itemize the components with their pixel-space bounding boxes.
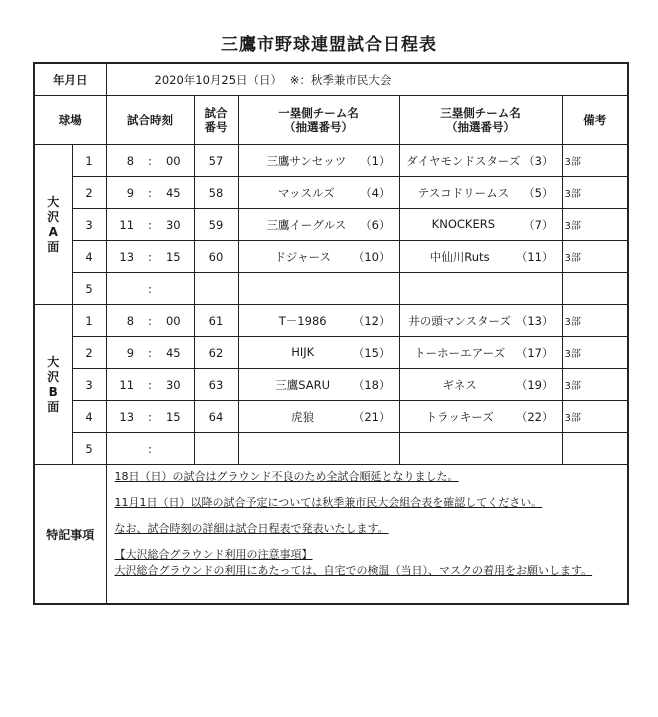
field-name-char: B (48, 384, 58, 399)
first-base-team (238, 433, 399, 465)
draw-number: （17） (515, 345, 554, 360)
time-hour: 8 (126, 313, 135, 328)
draw-number: （12） (352, 313, 391, 328)
field-name-char: 大 (47, 354, 60, 369)
notes-row (34, 465, 628, 605)
game-number: 63 (194, 369, 238, 401)
time-minute: 00 (165, 153, 181, 168)
draw-number: （18） (352, 377, 391, 392)
note-line: 18日（日）の試合はグラウンド不良のため全試合順延となりました。 (114, 470, 459, 483)
time-hour: 9 (126, 345, 135, 360)
schedule-table (33, 62, 629, 605)
note-line: 11月1日（日）以降の試合予定については秋季兼市民大会組合表を確認してください。 (114, 496, 543, 509)
team-name: 三鷹サンセッツ (266, 153, 347, 168)
header-time: 試合時刻 (106, 96, 194, 145)
game-time (106, 145, 194, 177)
field-name-char: 面 (47, 399, 60, 414)
game-time (106, 241, 194, 273)
header-remarks: 備考 (562, 96, 628, 145)
draw-number: （3） (523, 153, 554, 168)
third-base-team (399, 305, 562, 337)
game-number (194, 433, 238, 465)
draw-number: （5） (523, 185, 554, 200)
table-row (34, 241, 628, 273)
game-time (106, 401, 194, 433)
table-row (34, 433, 628, 465)
draw-number: （7） (523, 217, 554, 232)
field-name-char: 沢 (47, 209, 60, 224)
date-cell (106, 63, 628, 96)
third-base-team (399, 241, 562, 273)
draw-number: （22） (515, 409, 554, 424)
team-name: ドジャース (274, 249, 332, 264)
first-base-team (238, 177, 399, 209)
game-index: 3 (72, 209, 106, 241)
header-first-base-line2: （抽選番号） (284, 120, 353, 134)
notes-body (106, 465, 628, 605)
time-hour: 13 (119, 249, 135, 264)
game-time (106, 337, 194, 369)
team-name: トーホーエアーズ (414, 345, 506, 360)
date-label: 年月日 (34, 63, 106, 96)
date-value: 2020年10月25日（日） (154, 72, 283, 87)
note-line: なお、試合時刻の詳細は試合日程表で発表いたします。 (114, 522, 389, 535)
remarks-cell: 3部 (562, 305, 628, 337)
time-minute: 15 (165, 409, 181, 424)
team-name: HIJK (291, 344, 315, 359)
remarks-cell: 3部 (562, 401, 628, 433)
third-base-team (399, 369, 562, 401)
game-time (106, 369, 194, 401)
time-separator: : (148, 377, 152, 392)
date-note: ※：秋季兼市民大会 (289, 72, 392, 87)
draw-number: （13） (515, 313, 554, 328)
time-minute: 15 (165, 249, 181, 264)
game-index: 2 (72, 177, 106, 209)
game-number: 58 (194, 177, 238, 209)
team-name: テスコドリームス (417, 185, 510, 200)
third-base-team (399, 145, 562, 177)
table-row (34, 177, 628, 209)
draw-number: （19） (515, 377, 554, 392)
time-minute: 00 (165, 313, 181, 328)
table-row (34, 369, 628, 401)
team-name: マッスルズ (277, 185, 335, 200)
remarks-cell: 3部 (562, 369, 628, 401)
time-minute: 45 (165, 345, 181, 360)
game-time (106, 305, 194, 337)
game-index: 4 (72, 241, 106, 273)
time-separator: : (148, 153, 152, 168)
game-number: 62 (194, 337, 238, 369)
remarks-cell (562, 273, 628, 305)
draw-number: （4） (360, 185, 391, 200)
first-base-team (238, 369, 399, 401)
table-row (34, 209, 628, 241)
game-index: 5 (72, 273, 106, 305)
time-minute: 45 (165, 185, 181, 200)
remarks-cell: 3部 (562, 177, 628, 209)
team-name: 中仙川Ruts (429, 249, 490, 264)
header-game-no (194, 96, 238, 145)
team-name: 井の頭マンスターズ (408, 313, 511, 328)
remarks-cell: 3部 (562, 337, 628, 369)
game-number: 59 (194, 209, 238, 241)
third-base-team (399, 401, 562, 433)
time-separator: : (148, 185, 152, 200)
time-minute (166, 282, 184, 296)
first-base-team (238, 305, 399, 337)
field-name (34, 145, 72, 305)
game-number: 61 (194, 305, 238, 337)
remarks-cell: 3部 (562, 241, 628, 273)
time-hour: 9 (126, 185, 135, 200)
field-name-char: 面 (47, 239, 60, 254)
game-number: 64 (194, 401, 238, 433)
team-name: 三鷹SARU (275, 377, 331, 392)
time-separator: : (148, 345, 152, 360)
header-field: 球場 (34, 96, 106, 145)
field-name-char: 大 (47, 194, 60, 209)
time-hour: 8 (126, 153, 135, 168)
third-base-team (399, 337, 562, 369)
team-name: T－1986 (278, 313, 327, 328)
header-first-base (238, 96, 399, 145)
header-game-no-line2: 番号 (204, 120, 228, 134)
time-hour (116, 442, 134, 456)
remarks-cell: 3部 (562, 209, 628, 241)
first-base-team (238, 273, 399, 305)
date-row (34, 63, 628, 96)
first-base-team (238, 337, 399, 369)
draw-number: （10） (352, 249, 391, 264)
time-hour (116, 282, 134, 296)
game-index: 3 (72, 369, 106, 401)
time-hour: 13 (119, 409, 135, 424)
game-time (106, 433, 194, 465)
draw-number: （6） (360, 217, 391, 232)
game-time (106, 273, 194, 305)
header-game-no-line1: 試合 (204, 106, 228, 120)
header-first-base-line1: 一塁側チーム名 (278, 106, 359, 120)
first-base-team (238, 241, 399, 273)
team-name: トラッキーズ (425, 409, 494, 424)
time-separator: : (148, 281, 152, 296)
time-separator: : (148, 249, 152, 264)
page-title: 三鷹市野球連盟試合日程表 (221, 35, 437, 55)
remarks-cell: 3部 (562, 145, 628, 177)
time-separator: : (148, 313, 152, 328)
game-number: 57 (194, 145, 238, 177)
time-separator: : (148, 441, 152, 456)
first-base-team (238, 401, 399, 433)
time-separator: : (148, 409, 152, 424)
header-row (34, 96, 628, 145)
remarks-cell (562, 433, 628, 465)
header-third-base-line1: 三塁側チーム名 (440, 106, 521, 120)
note-line: 大沢総合グラウンドの利用にあたっては、自宅での検温（当日）、マスクの着用をお願いします。 (114, 564, 593, 577)
draw-number: （21） (352, 409, 391, 424)
draw-number: （15） (352, 345, 391, 360)
game-time (106, 209, 194, 241)
game-time (106, 177, 194, 209)
field-name-char: A (48, 224, 58, 239)
game-index: 1 (72, 305, 106, 337)
game-index: 4 (72, 401, 106, 433)
game-number (194, 273, 238, 305)
team-name: KNOCKERS (431, 216, 495, 231)
time-minute: 30 (165, 377, 181, 392)
field-name-char: 沢 (47, 369, 60, 384)
game-index: 5 (72, 433, 106, 465)
third-base-team (399, 433, 562, 465)
notes-label: 特記事項 (34, 465, 106, 605)
team-name: ダイヤモンドスターズ (406, 153, 521, 168)
note-line: 【大沢総合グラウンド利用の注意事項】 (114, 548, 313, 561)
third-base-team (399, 273, 562, 305)
time-hour: 11 (119, 377, 135, 392)
team-name: ギネス (442, 377, 477, 392)
field-name (34, 305, 72, 465)
table-row (34, 273, 628, 305)
game-number: 60 (194, 241, 238, 273)
team-name: 虎狼 (291, 409, 315, 424)
header-third-base (399, 96, 562, 145)
first-base-team (238, 145, 399, 177)
table-row (34, 337, 628, 369)
game-index: 1 (72, 145, 106, 177)
draw-number: （11） (515, 249, 554, 264)
team-name: 三鷹イーグルス (266, 217, 347, 232)
time-hour: 11 (119, 217, 135, 232)
table-row (34, 305, 628, 337)
game-index: 2 (72, 337, 106, 369)
table-row (34, 145, 628, 177)
time-minute: 30 (165, 217, 181, 232)
time-separator: : (148, 217, 152, 232)
table-row (34, 401, 628, 433)
third-base-team (399, 177, 562, 209)
draw-number: （1） (360, 153, 391, 168)
third-base-team (399, 209, 562, 241)
time-minute (166, 442, 184, 456)
header-third-base-line2: （抽選番号） (446, 120, 515, 134)
first-base-team (238, 209, 399, 241)
